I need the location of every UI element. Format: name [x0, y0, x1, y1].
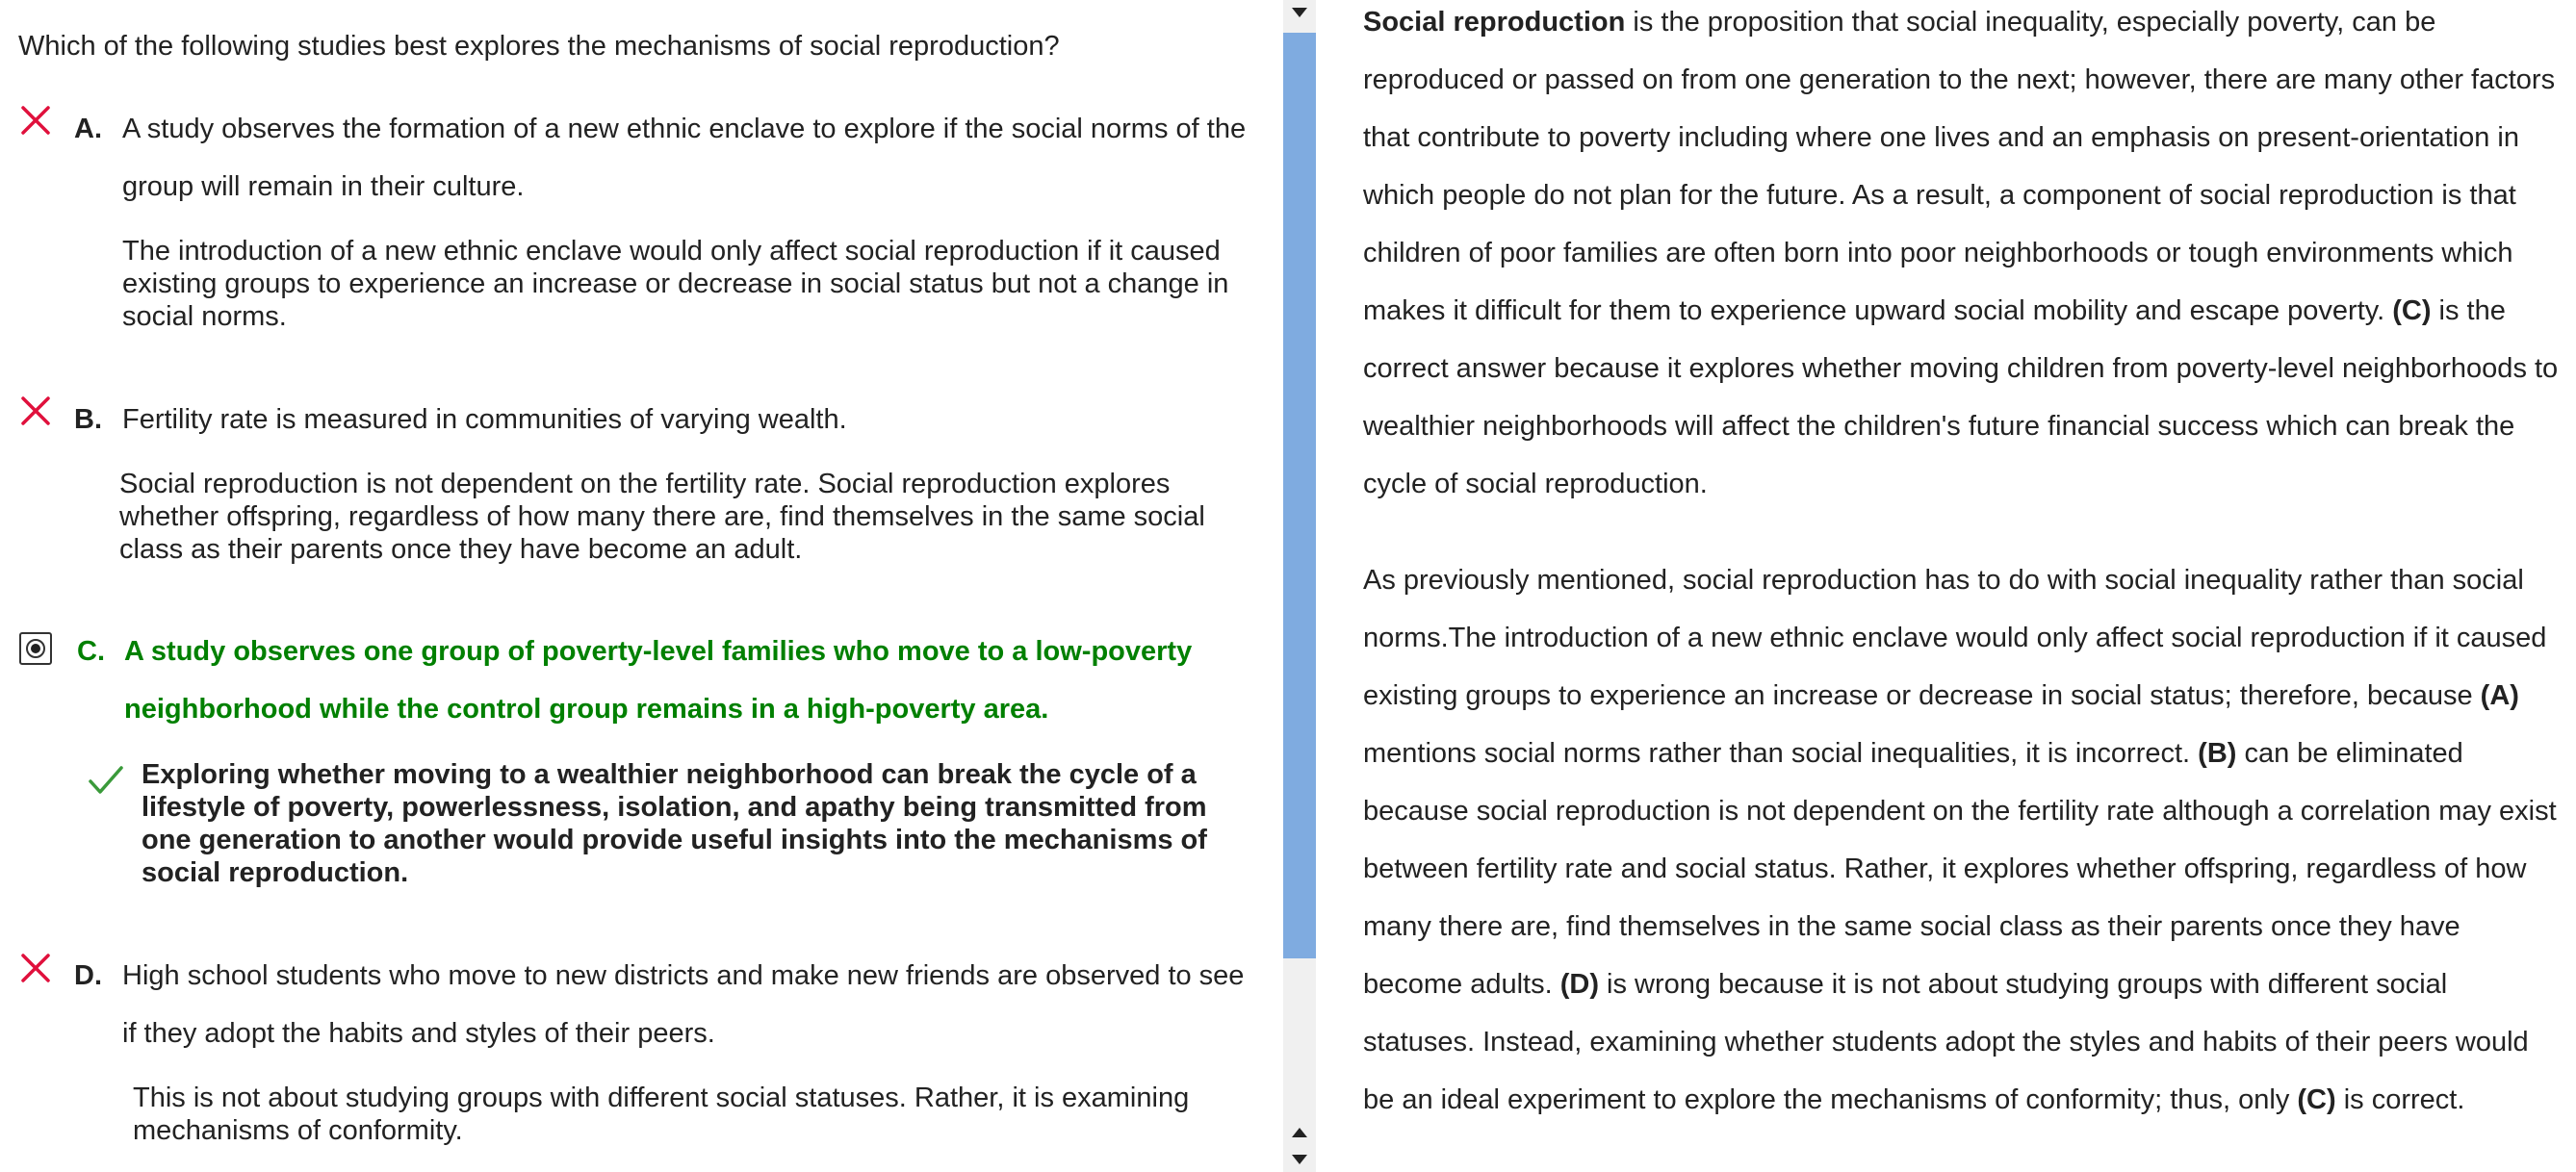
- vertical-scrollbar[interactable]: [1283, 0, 1316, 1172]
- x-mark-icon: [17, 102, 56, 140]
- ref-a: (A): [2480, 680, 2519, 711]
- explanation-paragraph-1: Social reproduction is the proposition that social inequality, especially poverty, can be reproduced or passed on from one generation to the next; however, there are many other factors that contribute to poverty including where one lives and an emphasis on present-orientation in which people do not plan for the future. As a result, a component of social reproduction is that children of poor families are often born into poor neighborhoods or tough environments which makes it difficult for them to experience upward social mobility and escape poverty. (C) is the correct answer because it explores whether moving children from poverty-level neighborhoods to wealthier neighborhoods will affect the children's future financial success which can break the cycle of social reproduction.: [1363, 7, 2559, 499]
- choice-a-letter: A.: [74, 114, 102, 144]
- x-mark-icon: [17, 393, 56, 431]
- scroll-thumb[interactable]: [1283, 33, 1316, 958]
- check-mark-icon: [87, 760, 125, 799]
- ref-c: (C): [2297, 1084, 2336, 1115]
- scroll-up-arrow-icon[interactable]: [1283, 1120, 1316, 1145]
- choice-d-letter: D.: [74, 960, 102, 991]
- radio-selected-icon[interactable]: [19, 632, 52, 665]
- explanation-paragraph-2: As previously mentioned, social reproduction has to do with social inequality rather than social norms.The introduction of a new ethnic enclave would only affect social reproduction if it caused existing groups to experience an increase or decrease in social status; therefore, because (A) mentions social norms rather than social inequalities, it is incorrect. (B) can be eliminated because social reproduction is not dependent on the fertility rate although a correlation may exist between fertility rate and social status. Rather, it explores whether offspring, regardless of how many there are, find themselves in the same social class as their parents once they have become adults. (D) is wrong because it is not about studying groups with different social statuses. Instead, examining whether students adopt the styles and habits of their peers would be an ideal experiment to explore the mechanisms of conformity; thus, only (C) is correct.: [1363, 565, 2557, 1115]
- choice-d-text: High school students who move to new districts and make new friends are observed to see if they adopt the habits and styles of their peers.: [122, 960, 1245, 1049]
- choice-a-text: A study observes the formation of a new ethnic enclave to explore if the social norms of the group will remain in their culture.: [122, 114, 1247, 202]
- ref-c: (C): [2392, 295, 2432, 326]
- ref-b: (B): [2198, 738, 2237, 769]
- choice-c-explanation: Exploring whether moving to a wealthier neighborhood can break the cycle of a lifestyle of poverty, powerlessness, isolation, and apathy being transmitted from one generation to another would provide useful insights into the mechanisms of social reproduction.: [142, 759, 1207, 888]
- choice-b-letter: B.: [74, 404, 102, 435]
- scroll-up-arrow-icon[interactable]: [1283, 0, 1316, 25]
- choice-b-text: Fertility rate is measured in communities of varying wealth.: [122, 404, 847, 435]
- choice-a-explanation: The introduction of a new ethnic enclave would only affect social reproduction if it caused existing groups to experience an increase or decrease in social status but not a change in social norms.: [122, 236, 1229, 332]
- choice-d-explanation: This is not about studying groups with different social statuses. Rather, it is examining mechanisms of conformity.: [133, 1083, 1190, 1146]
- choice-c-text: A study observes one group of poverty-level families who move to a low-poverty neighborhood while the control group remains in a high-poverty area.: [124, 636, 1193, 725]
- choice-b-explanation: Social reproduction is not dependent on the fertility rate. Social reproduction explores whether offspring, regardless of how many there are, find themselves in the same social class as their parents once they have become an adult.: [119, 469, 1205, 565]
- scroll-down-arrow-icon[interactable]: [1283, 1147, 1316, 1172]
- explanation-pane: [1363, 0, 2566, 1172]
- x-mark-icon: [17, 950, 56, 988]
- choice-c-letter: C.: [77, 636, 105, 667]
- ref-d: (D): [1559, 969, 1599, 1000]
- question-pane: [0, 0, 1280, 1172]
- term-social-reproduction: Social reproduction: [1363, 7, 1626, 38]
- question-stem: Which of the following studies best explores the mechanisms of social reproduction?: [18, 31, 1060, 62]
